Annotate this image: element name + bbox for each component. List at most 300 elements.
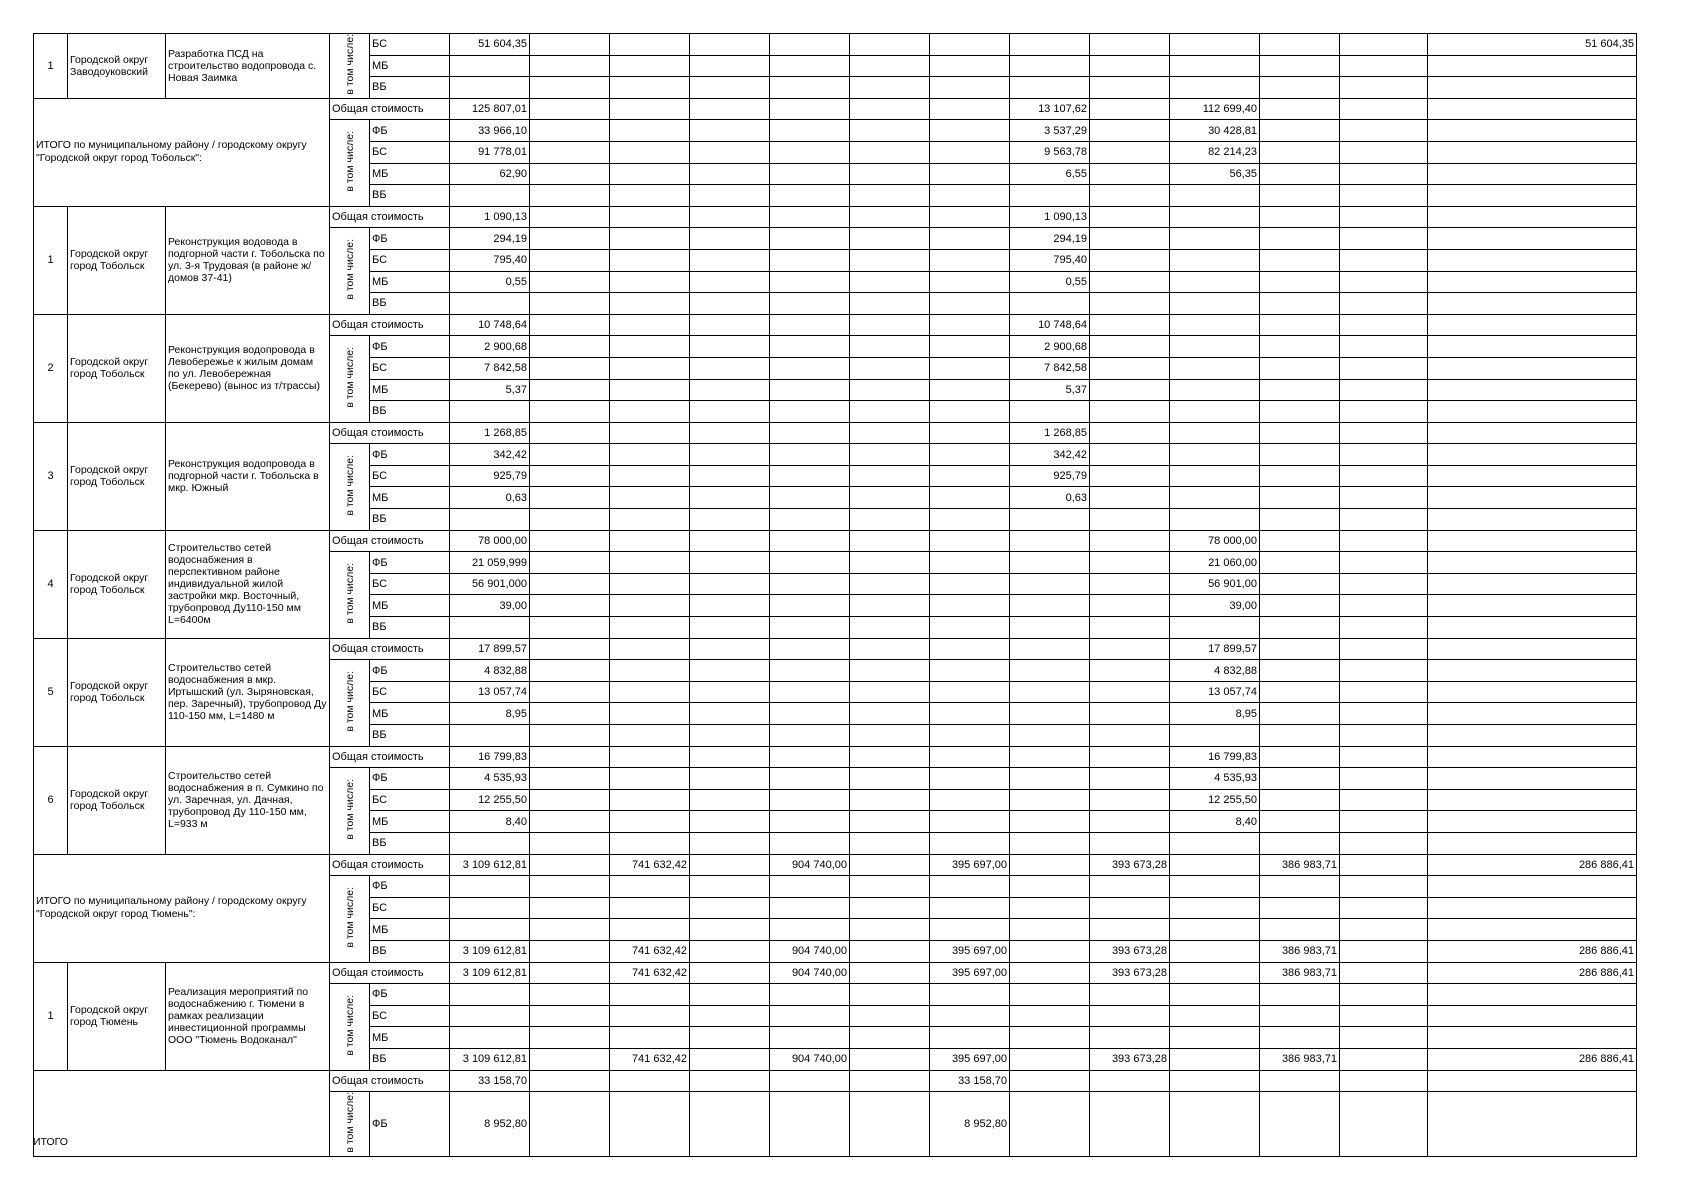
- fund-value-cell: [1260, 357, 1340, 379]
- fund-value-cell: [1340, 163, 1428, 185]
- fund-value-cell: [530, 465, 610, 487]
- fund-value-cell: [1010, 832, 1090, 854]
- fund-source-label: МБ: [370, 163, 450, 185]
- object-name: Строительство сетей водоснабжения в перспективном районе индивидуальной жилой застройки мкр. Восточный, трубопровод Ду110-150 мм L=6400м: [166, 530, 330, 638]
- fund-value-cell: [1010, 77, 1090, 99]
- general-value-cell: 386 983,71: [1260, 854, 1340, 876]
- fund-value-cell: 5,37: [1010, 379, 1090, 401]
- fund-source-label: БС: [370, 897, 450, 919]
- general-value-cell: [850, 638, 930, 660]
- fund-value-cell: [690, 919, 770, 941]
- fund-value-cell: [1260, 379, 1340, 401]
- fund-value-cell: [770, 444, 850, 466]
- fund-value-cell: [770, 897, 850, 919]
- fund-value-cell: [690, 1005, 770, 1027]
- fund-value-cell: [1170, 293, 1260, 315]
- fund-value-cell: [530, 185, 610, 207]
- fund-value-cell: [850, 832, 930, 854]
- fund-value-cell: 395 697,00: [930, 940, 1010, 962]
- fund-value-cell: [1010, 768, 1090, 790]
- general-value-cell: [1170, 962, 1260, 984]
- fund-value-cell: [690, 725, 770, 747]
- fund-value-cell: [770, 660, 850, 682]
- fund-value-cell: [850, 617, 930, 639]
- fund-value-cell: 51 604,35: [450, 34, 530, 56]
- fund-value-cell: 342,42: [1010, 444, 1090, 466]
- in-total-text: в том числе:: [343, 887, 356, 948]
- fund-source-label: ВБ: [370, 401, 450, 423]
- fund-value-cell: [930, 185, 1010, 207]
- fund-value-cell: [1170, 1092, 1260, 1157]
- fund-value-cell: [610, 141, 690, 163]
- fund-value-cell: [1260, 249, 1340, 271]
- general-value-cell: [1090, 422, 1170, 444]
- fund-value-cell: [1090, 141, 1170, 163]
- municipality-name: Городской округ город Тобольск: [68, 530, 166, 638]
- in-total-text: в том числе:: [343, 347, 356, 408]
- fund-value-cell: [770, 789, 850, 811]
- general-value-cell: [610, 530, 690, 552]
- fund-value-cell: 3 109 612,81: [450, 1048, 530, 1070]
- fund-value-cell: [1428, 984, 1637, 1006]
- fund-value-cell: [610, 1027, 690, 1049]
- fund-value-cell: [450, 1005, 530, 1027]
- general-cost-label: Общая стоимость: [330, 854, 450, 876]
- general-cost-row: [34, 746, 1637, 768]
- general-value-cell: 286 886,41: [1428, 854, 1637, 876]
- general-cost-label: Общая стоимость: [330, 422, 450, 444]
- fund-value-cell: [850, 595, 930, 617]
- fund-value-cell: [1260, 401, 1340, 423]
- fund-value-cell: [1428, 789, 1637, 811]
- fund-source-label: ВБ: [370, 940, 450, 962]
- general-value-cell: 741 632,42: [610, 962, 690, 984]
- fund-value-cell: [530, 984, 610, 1006]
- fund-value-cell: [1010, 919, 1090, 941]
- fund-value-cell: [1170, 832, 1260, 854]
- in-total-vertical-label: [330, 34, 370, 99]
- fund-value-cell: [690, 811, 770, 833]
- fund-value-cell: [1340, 465, 1428, 487]
- fund-value-cell: 0,63: [1010, 487, 1090, 509]
- fund-value-cell: [530, 595, 610, 617]
- fund-value-cell: 9 563,78: [1010, 141, 1090, 163]
- general-value-cell: [530, 854, 610, 876]
- fund-value-cell: [530, 897, 610, 919]
- fund-source-label: ВБ: [370, 185, 450, 207]
- general-value-cell: [1428, 314, 1637, 336]
- fund-value-cell: [930, 465, 1010, 487]
- fund-value-cell: [850, 811, 930, 833]
- fund-value-cell: 12 255,50: [450, 789, 530, 811]
- fund-value-cell: [1260, 444, 1340, 466]
- fund-value-cell: [690, 401, 770, 423]
- fund-value-cell: [450, 897, 530, 919]
- fund-value-cell: [1170, 487, 1260, 509]
- fund-source-label: МБ: [370, 379, 450, 401]
- fund-value-cell: [1090, 34, 1170, 56]
- fund-value-cell: [850, 897, 930, 919]
- fund-value-cell: [850, 401, 930, 423]
- fund-value-cell: [530, 401, 610, 423]
- fund-value-cell: [1010, 617, 1090, 639]
- fund-value-cell: [690, 77, 770, 99]
- fund-value-cell: [690, 984, 770, 1006]
- object-name: Реализация мероприятий по водоснабжению г. Тюмени в рамках реализации инвестиционной программы ООО "Тюмень Водоканал": [166, 962, 330, 1070]
- fund-value-cell: [690, 1027, 770, 1049]
- fund-value-cell: [850, 573, 930, 595]
- in-total-vertical-label: [330, 552, 370, 638]
- general-value-cell: [1090, 98, 1170, 120]
- fund-value-cell: [930, 271, 1010, 293]
- fund-value-cell: [450, 919, 530, 941]
- fund-value-cell: [530, 77, 610, 99]
- fund-value-cell: [850, 1048, 930, 1070]
- fund-value-cell: [1340, 271, 1428, 293]
- general-value-cell: [1428, 746, 1637, 768]
- fund-value-cell: [1260, 34, 1340, 56]
- fund-value-cell: [1170, 1005, 1260, 1027]
- fund-value-cell: [930, 789, 1010, 811]
- fund-value-cell: [1340, 249, 1428, 271]
- fund-value-cell: [530, 940, 610, 962]
- general-value-cell: [530, 206, 610, 228]
- general-value-cell: [1090, 314, 1170, 336]
- row-number: 5: [34, 638, 68, 746]
- fund-value-cell: [770, 617, 850, 639]
- fund-value-cell: [770, 876, 850, 898]
- fund-value-cell: [850, 1005, 930, 1027]
- fund-value-cell: 3 109 612,81: [450, 940, 530, 962]
- fund-value-cell: [850, 984, 930, 1006]
- fund-value-cell: [450, 77, 530, 99]
- general-value-cell: 17 899,57: [450, 638, 530, 660]
- fund-value-cell: [1340, 34, 1428, 56]
- fund-value-cell: [1010, 401, 1090, 423]
- general-value-cell: [690, 1070, 770, 1092]
- fund-value-cell: 13 057,74: [1170, 681, 1260, 703]
- fund-value-cell: [1090, 509, 1170, 531]
- fund-value-cell: [450, 185, 530, 207]
- fund-value-cell: [1340, 336, 1428, 358]
- fund-value-cell: [690, 1048, 770, 1070]
- general-value-cell: [1170, 1070, 1260, 1092]
- fund-value-cell: [1090, 55, 1170, 77]
- fund-value-cell: [850, 141, 930, 163]
- general-value-cell: [1090, 530, 1170, 552]
- fund-value-cell: [1010, 1027, 1090, 1049]
- fund-value-cell: [690, 465, 770, 487]
- object-name: Реконструкция водопровода в подгорной части г. Тобольска в мкр. Южный: [166, 422, 330, 530]
- fund-value-cell: [1340, 185, 1428, 207]
- fund-value-cell: [690, 832, 770, 854]
- fund-value-cell: 56,35: [1170, 163, 1260, 185]
- fund-value-cell: [1090, 789, 1170, 811]
- municipality-name: Городской округ город Тобольск: [68, 206, 166, 314]
- fund-value-cell: [1170, 357, 1260, 379]
- fund-value-cell: 4 535,93: [450, 768, 530, 790]
- fund-value-cell: [610, 401, 690, 423]
- in-total-text: в том числе:: [343, 671, 356, 732]
- fund-value-cell: [1170, 249, 1260, 271]
- fund-value-cell: [770, 465, 850, 487]
- fund-value-cell: [1260, 725, 1340, 747]
- general-value-cell: [1260, 746, 1340, 768]
- fund-value-cell: [1340, 487, 1428, 509]
- fund-value-cell: [850, 940, 930, 962]
- in-total-vertical-label: [330, 120, 370, 206]
- fund-value-cell: [450, 725, 530, 747]
- fund-value-cell: [1090, 185, 1170, 207]
- fund-value-cell: [850, 703, 930, 725]
- fund-value-cell: [1428, 703, 1637, 725]
- fund-value-cell: [850, 120, 930, 142]
- general-value-cell: [770, 422, 850, 444]
- fund-value-cell: [1260, 768, 1340, 790]
- general-value-cell: [690, 746, 770, 768]
- fund-value-cell: [850, 34, 930, 56]
- fund-value-cell: [930, 617, 1010, 639]
- fund-value-cell: [1010, 293, 1090, 315]
- fund-value-cell: [530, 444, 610, 466]
- fund-value-cell: [1428, 77, 1637, 99]
- fund-value-cell: [610, 163, 690, 185]
- general-value-cell: [1170, 854, 1260, 876]
- fund-value-cell: [1340, 725, 1428, 747]
- fund-value-cell: [1428, 509, 1637, 531]
- fund-value-cell: [1090, 336, 1170, 358]
- fund-value-cell: [610, 77, 690, 99]
- in-total-vertical-label: [330, 768, 370, 854]
- fund-source-label: МБ: [370, 919, 450, 941]
- fund-value-cell: [1090, 832, 1170, 854]
- general-value-cell: [690, 98, 770, 120]
- general-cost-row: [34, 1070, 1637, 1092]
- total-title-cut: [34, 1070, 330, 1156]
- general-value-cell: [690, 206, 770, 228]
- fund-value-cell: [1260, 271, 1340, 293]
- in-total-vertical-label: [330, 1092, 370, 1157]
- fund-value-cell: [1170, 725, 1260, 747]
- fund-source-label: ФБ: [370, 552, 450, 574]
- in-total-text: в том числе:: [343, 34, 356, 95]
- general-value-cell: [930, 98, 1010, 120]
- fund-value-cell: [610, 552, 690, 574]
- fund-source-label: ВБ: [370, 77, 450, 99]
- fund-value-cell: [1260, 573, 1340, 595]
- fund-value-cell: [1428, 681, 1637, 703]
- general-value-cell: [1340, 746, 1428, 768]
- general-value-cell: 125 807,01: [450, 98, 530, 120]
- fund-value-cell: [770, 832, 850, 854]
- fund-value-cell: [1428, 444, 1637, 466]
- general-value-cell: [610, 314, 690, 336]
- fund-value-cell: [930, 1027, 1010, 1049]
- fund-value-cell: [1170, 271, 1260, 293]
- general-value-cell: [690, 314, 770, 336]
- general-value-cell: [1340, 1070, 1428, 1092]
- general-value-cell: [930, 746, 1010, 768]
- fund-value-cell: [1260, 487, 1340, 509]
- fund-value-cell: [1260, 141, 1340, 163]
- general-cost-label: Общая стоимость: [330, 98, 450, 120]
- fund-value-cell: [1428, 552, 1637, 574]
- fund-value-cell: [850, 789, 930, 811]
- fund-value-cell: [1090, 552, 1170, 574]
- general-value-cell: [530, 422, 610, 444]
- fund-value-cell: 33 966,10: [450, 120, 530, 142]
- fund-value-cell: [1260, 1005, 1340, 1027]
- object-name: Реконструкция водовода в подгорной части г. Тобольска по ул. 3-я Трудовая (в районе ж/домов 37-41): [166, 206, 330, 314]
- fund-value-cell: [1428, 897, 1637, 919]
- fund-value-cell: [690, 617, 770, 639]
- general-value-cell: [1090, 638, 1170, 660]
- fund-value-cell: [450, 832, 530, 854]
- fund-value-cell: [530, 617, 610, 639]
- fund-value-cell: [850, 228, 930, 250]
- fund-value-cell: [1170, 940, 1260, 962]
- fund-value-cell: [1340, 811, 1428, 833]
- fund-source-label: ФБ: [370, 1092, 450, 1157]
- fund-value-cell: [610, 876, 690, 898]
- fund-value-cell: [1428, 228, 1637, 250]
- fund-value-cell: [530, 811, 610, 833]
- fund-value-cell: [1428, 120, 1637, 142]
- fund-source-label: ВБ: [370, 293, 450, 315]
- fund-value-cell: 8,95: [450, 703, 530, 725]
- general-value-cell: 1 268,85: [1010, 422, 1090, 444]
- fund-value-cell: [1340, 552, 1428, 574]
- general-cost-row: [34, 854, 1637, 876]
- fund-value-cell: [1010, 940, 1090, 962]
- fund-value-cell: [770, 163, 850, 185]
- fund-value-cell: 21 059,999: [450, 552, 530, 574]
- fund-source-label: БС: [370, 357, 450, 379]
- general-value-cell: [1340, 854, 1428, 876]
- fund-value-cell: [850, 660, 930, 682]
- fund-value-cell: [1170, 617, 1260, 639]
- fund-value-cell: [1170, 984, 1260, 1006]
- fund-value-cell: [690, 552, 770, 574]
- general-value-cell: [770, 638, 850, 660]
- fund-value-cell: [450, 293, 530, 315]
- fund-value-cell: [770, 55, 850, 77]
- general-value-cell: [1260, 314, 1340, 336]
- fund-value-cell: [1340, 832, 1428, 854]
- fund-value-cell: 294,19: [1010, 228, 1090, 250]
- fund-value-cell: [610, 55, 690, 77]
- object-name: Реконструкция водопровода в Левобережье к жилым домам по ул. Левобережная (Бекерево) (вынос из т/трассы): [166, 314, 330, 422]
- table-body: [34, 34, 1637, 1157]
- fund-source-label: ФБ: [370, 660, 450, 682]
- general-value-cell: 904 740,00: [770, 962, 850, 984]
- fund-value-cell: [1260, 163, 1340, 185]
- in-total-text: в том числе:: [343, 239, 356, 300]
- general-value-cell: [610, 638, 690, 660]
- fund-value-cell: [690, 876, 770, 898]
- fund-value-cell: [1340, 897, 1428, 919]
- fund-value-cell: 13 057,74: [450, 681, 530, 703]
- fund-value-cell: [850, 379, 930, 401]
- fund-value-cell: [1428, 141, 1637, 163]
- in-total-vertical-label: [330, 876, 370, 962]
- fund-value-cell: [530, 141, 610, 163]
- general-value-cell: [690, 530, 770, 552]
- row-number: 1: [34, 34, 68, 99]
- fund-value-cell: [930, 34, 1010, 56]
- fund-value-cell: [1260, 984, 1340, 1006]
- fund-source-label: ФБ: [370, 876, 450, 898]
- fund-value-cell: [690, 228, 770, 250]
- general-value-cell: 904 740,00: [770, 854, 850, 876]
- fund-value-cell: [1260, 703, 1340, 725]
- fund-value-cell: 5,37: [450, 379, 530, 401]
- fund-value-cell: [610, 120, 690, 142]
- general-value-cell: [1428, 98, 1637, 120]
- fund-value-cell: [1428, 768, 1637, 790]
- fund-value-cell: [1340, 595, 1428, 617]
- fund-value-cell: [930, 379, 1010, 401]
- fund-value-cell: [770, 703, 850, 725]
- fund-value-cell: [1170, 55, 1260, 77]
- fund-value-cell: [610, 768, 690, 790]
- fund-value-cell: [610, 725, 690, 747]
- general-value-cell: [1428, 206, 1637, 228]
- fund-value-cell: [1260, 55, 1340, 77]
- fund-value-cell: [690, 897, 770, 919]
- fund-value-cell: 286 886,41: [1428, 1048, 1637, 1070]
- general-value-cell: [1340, 530, 1428, 552]
- general-value-cell: [1090, 1070, 1170, 1092]
- general-value-cell: 395 697,00: [930, 962, 1010, 984]
- fund-source-label: ФБ: [370, 444, 450, 466]
- fund-value-cell: [1010, 725, 1090, 747]
- object-name: Разработка ПСД на строительство водопровода с. Новая Заимка: [166, 34, 330, 99]
- fund-value-cell: [1428, 660, 1637, 682]
- fund-value-cell: [530, 919, 610, 941]
- fund-value-cell: [530, 1048, 610, 1070]
- fund-value-cell: [610, 487, 690, 509]
- municipality-name: Городской округ Заводоуковский: [68, 34, 166, 99]
- fund-value-cell: 741 632,42: [610, 940, 690, 962]
- fund-value-cell: [610, 617, 690, 639]
- fund-value-cell: [1170, 465, 1260, 487]
- fund-value-cell: [1010, 897, 1090, 919]
- fund-value-cell: [770, 401, 850, 423]
- fund-value-cell: [1010, 552, 1090, 574]
- fund-value-cell: [1090, 249, 1170, 271]
- fund-source-label: БС: [370, 141, 450, 163]
- fund-value-cell: [1260, 789, 1340, 811]
- fund-value-cell: 7 842,58: [450, 357, 530, 379]
- fund-value-cell: [850, 185, 930, 207]
- general-cost-label: Общая стоимость: [330, 206, 450, 228]
- fund-value-cell: [1428, 595, 1637, 617]
- fund-value-cell: [770, 271, 850, 293]
- in-total-text: в том числе:: [343, 563, 356, 624]
- fund-value-cell: [1090, 919, 1170, 941]
- fund-value-cell: [1428, 919, 1637, 941]
- fund-value-cell: [610, 357, 690, 379]
- cut-off-total-caption: ИТОГО: [33, 1136, 68, 1148]
- fund-value-cell: [530, 1027, 610, 1049]
- fund-source-label: БС: [370, 681, 450, 703]
- fund-value-cell: [1340, 228, 1428, 250]
- general-cost-row: [34, 98, 1637, 120]
- general-cost-row: [34, 638, 1637, 660]
- in-total-text: в том числе:: [343, 1092, 356, 1153]
- fund-value-cell: [1340, 573, 1428, 595]
